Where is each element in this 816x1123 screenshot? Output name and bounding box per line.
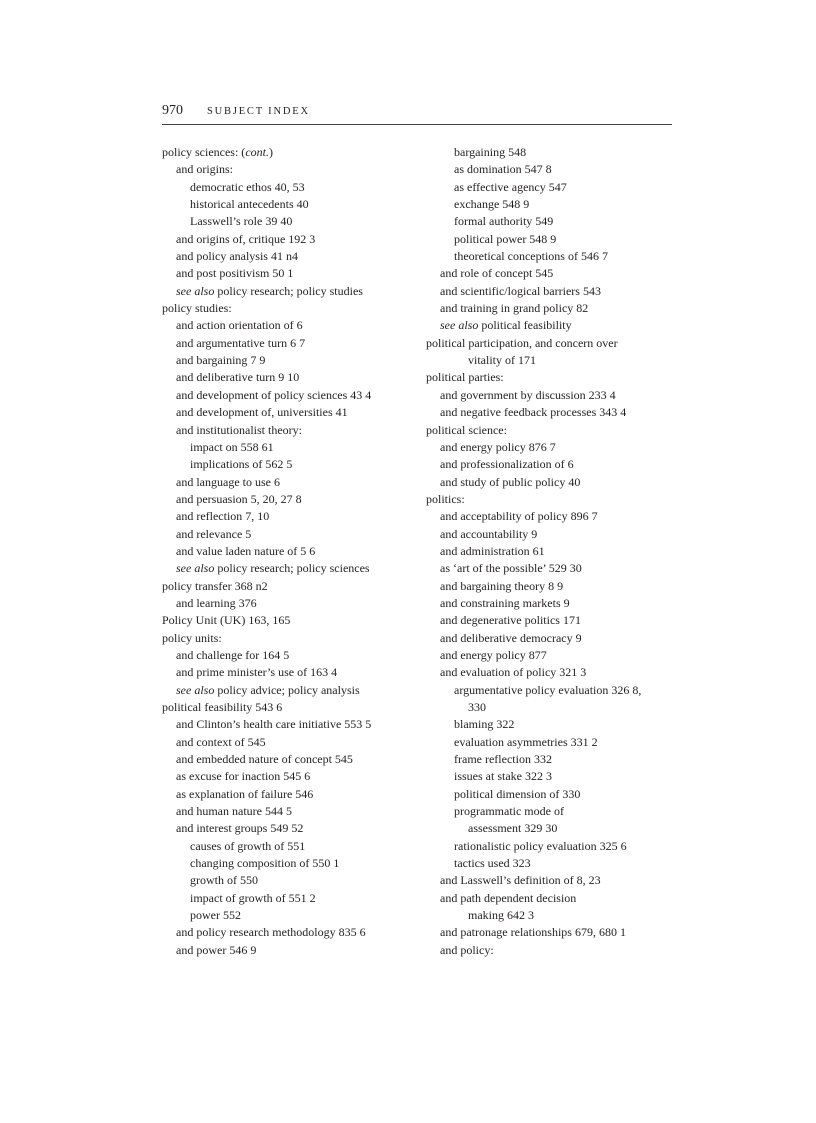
index-entry <box>162 196 417 213</box>
index-entry-text: power 552 <box>190 908 241 923</box>
index-entry <box>162 924 417 941</box>
index-entry-text: policy research; policy sciences <box>214 561 370 576</box>
index-entry-text: theoretical conceptions of 546 7 <box>454 249 608 264</box>
index-entry <box>162 907 417 924</box>
index-entry-text: and development of, universities 41 <box>176 405 348 420</box>
index-entry <box>162 612 417 629</box>
index-entry <box>162 422 417 439</box>
index-entry-text: and power 546 9 <box>176 942 257 957</box>
index-entry <box>162 560 417 577</box>
page-number: 970 <box>162 103 183 118</box>
index-entry <box>162 283 417 300</box>
index-entry-text: issues at stake 322 3 <box>454 769 552 784</box>
index-entry-text: and negative feedback processes 343 4 <box>440 405 627 420</box>
index-entry <box>162 716 417 733</box>
index-entry <box>426 300 676 317</box>
index-entry <box>162 630 417 647</box>
index-entry <box>162 647 417 664</box>
index-entry-text: and post positivism 50 1 <box>176 266 294 281</box>
index-entry <box>162 179 417 196</box>
index-entry-text: and language to use 6 <box>176 474 280 489</box>
index-entry <box>426 491 676 508</box>
index-entry <box>162 751 417 768</box>
index-entry <box>162 231 417 248</box>
index-entry-text: formal authority 549 <box>454 214 554 229</box>
index-entry <box>162 248 417 265</box>
page-header <box>162 102 672 125</box>
index-entry <box>162 335 417 352</box>
see-also-label: see also <box>176 283 215 298</box>
index-entry-text: politics: <box>426 491 465 506</box>
index-entry-text: political feasibility 543 6 <box>162 700 283 714</box>
index-entry-text: and government by discussion 233 4 <box>440 387 616 402</box>
index-entry <box>426 474 676 491</box>
index-entry <box>426 369 676 386</box>
index-entry-text: and prime minister’s use of 163 4 <box>176 665 338 680</box>
index-entry <box>426 352 676 369</box>
index-entry-text: vitality of 171 <box>468 353 536 368</box>
index-entry-text: and policy research methodology 835 6 <box>176 925 366 940</box>
index-entry-text: and acceptability of policy 896 7 <box>440 509 598 524</box>
index-entry-text: as excuse for inaction 545 6 <box>176 769 311 784</box>
index-entry <box>426 335 676 352</box>
index-entry <box>162 872 417 889</box>
index-entry <box>426 265 676 282</box>
index-entry-text: rationalistic policy evaluation 325 6 <box>454 838 627 853</box>
index-entry-text: policy units: <box>162 630 222 645</box>
index-entry <box>426 560 676 577</box>
index-entry-text: and patronage relationships 679, 680 1 <box>440 925 626 940</box>
index-entry-text: and interest groups 549 52 <box>176 821 304 836</box>
index-entry-text: and policy: <box>440 942 494 957</box>
index-entry <box>426 820 676 837</box>
index-entry <box>426 248 676 265</box>
index-entry-text: tactics used 323 <box>454 856 531 871</box>
index-entry-text: Lasswell’s role 39 40 <box>190 214 293 229</box>
index-entry-text: programmatic mode of <box>454 804 564 819</box>
index-entry <box>162 491 417 508</box>
index-entry-text: and embedded nature of concept 545 <box>176 752 353 767</box>
index-entry-text: and Clinton’s health care initiative 553 5 <box>176 717 372 732</box>
index-entry-text: political participation, and concern over <box>426 335 618 350</box>
index-entry <box>162 942 417 959</box>
running-head: SUBJECT INDEX <box>207 106 310 117</box>
index-entry <box>426 508 676 525</box>
index-entry <box>426 578 676 595</box>
index-entry <box>162 508 417 525</box>
index-entry <box>426 907 676 924</box>
index-entry <box>162 404 417 421</box>
index-column-right <box>426 144 676 959</box>
index-entry <box>426 179 676 196</box>
index-entry <box>426 422 676 439</box>
index-entry-text: as domination 547 8 <box>454 162 552 177</box>
index-entry <box>426 196 676 213</box>
index-entry <box>162 265 417 282</box>
index-entry-text: policy transfer 368 n2 <box>162 578 268 593</box>
index-entry-text: and energy policy 877 <box>440 647 547 662</box>
index-entry-text: political feasibility <box>478 318 572 333</box>
index-entry <box>162 803 417 820</box>
index-entry <box>426 751 676 768</box>
index-entry <box>426 664 676 681</box>
index-entry-text: evaluation asymmetries 331 2 <box>454 734 598 749</box>
index-entry <box>426 283 676 300</box>
index-entry <box>162 369 417 386</box>
index-entry-text: political dimension of 330 <box>454 786 581 801</box>
index-entry-text: and Lasswell’s definition of 8, 23 <box>440 873 601 888</box>
index-entry-text: and professionalization of 6 <box>440 457 574 472</box>
index-entry-text: impact of growth of 551 2 <box>190 890 316 905</box>
index-entry <box>426 161 676 178</box>
index-entry <box>426 543 676 560</box>
index-entry-text: impact on 558 61 <box>190 439 274 454</box>
index-entry-text: as effective agency 547 <box>454 179 567 194</box>
index-entry-text: and human nature 544 5 <box>176 804 292 819</box>
index-entry <box>162 317 417 334</box>
index-entry-text: and constraining markets 9 <box>440 595 570 610</box>
index-entry-text: and development of policy sciences 43 4 <box>176 387 372 402</box>
index-entry-text: and deliberative democracy 9 <box>440 630 582 645</box>
index-entry <box>426 838 676 855</box>
index-entry-text: policy advice; policy analysis <box>214 682 360 697</box>
index-entry <box>426 647 676 664</box>
index-entry <box>426 231 676 248</box>
index-entry-text: policy studies: <box>162 301 232 316</box>
see-also-label: see also <box>176 682 215 697</box>
index-entry-text: and bargaining 7 9 <box>176 353 266 368</box>
index-entry-text: and value laden nature of 5 6 <box>176 543 316 558</box>
index-entry-text: historical antecedents 40 <box>190 197 309 212</box>
index-entry <box>162 734 417 751</box>
index-entry <box>162 213 417 230</box>
index-entry-text: policy sciences: (cont.) <box>162 145 273 159</box>
index-entry <box>426 855 676 872</box>
index-entry <box>426 716 676 733</box>
index-entry <box>426 786 676 803</box>
index-entry <box>426 387 676 404</box>
index-entry <box>162 664 417 681</box>
index-entry-text: as ‘art of the possible’ 529 30 <box>440 561 582 576</box>
index-entry <box>162 300 417 317</box>
index-entry-text: 330 <box>468 700 486 714</box>
index-entry-text: and scientific/logical barriers 543 <box>440 283 601 298</box>
index-entry-text: assessment 329 30 <box>468 821 558 836</box>
index-entry-text: and role of concept 545 <box>440 266 554 281</box>
see-also-label: see also <box>176 561 215 576</box>
index-entry <box>426 890 676 907</box>
index-entry <box>162 838 417 855</box>
index-entry-text: and accountability 9 <box>440 526 538 541</box>
index-entry <box>162 543 417 560</box>
index-entry-text: policy research; policy studies <box>214 283 363 298</box>
index-entry <box>426 404 676 421</box>
index-entry-text: changing composition of 550 1 <box>190 856 340 871</box>
index-entry <box>162 526 417 543</box>
index-entry <box>426 439 676 456</box>
index-entry-text: frame reflection 332 <box>454 752 552 767</box>
index-entry-text: and study of public policy 40 <box>440 474 581 489</box>
index-entry-text: as explanation of failure 546 <box>176 786 314 801</box>
index-entry-text: and challenge for 164 5 <box>176 647 290 662</box>
see-also-label: see also <box>440 318 479 333</box>
index-entry <box>162 786 417 803</box>
index-entry <box>162 699 417 716</box>
index-entry <box>162 161 417 178</box>
index-entry-text: growth of 550 <box>190 873 258 888</box>
index-entry-text: and learning 376 <box>176 595 257 610</box>
index-entry <box>162 578 417 595</box>
index-entry <box>426 456 676 473</box>
index-entry-text: implications of 562 5 <box>190 457 293 472</box>
index-entry-text: democratic ethos 40, 53 <box>190 179 305 194</box>
index-entry <box>426 630 676 647</box>
index-entry-text: bargaining 548 <box>454 145 527 159</box>
index-entry-text: argumentative policy evaluation 326 8, <box>454 682 642 697</box>
index-entry-text: exchange 548 9 <box>454 197 530 212</box>
index-entry-text: blaming 322 <box>454 717 515 732</box>
index-entry <box>162 456 417 473</box>
index-entry <box>162 144 417 161</box>
index-entry-text: and persuasion 5, 20, 27 8 <box>176 491 302 506</box>
index-entry-text: and energy policy 876 7 <box>440 439 556 454</box>
index-entry <box>162 768 417 785</box>
index-entry-text: political power 548 9 <box>454 231 557 246</box>
index-entry <box>426 768 676 785</box>
index-entry-text: and administration 61 <box>440 543 545 558</box>
index-entry <box>162 855 417 872</box>
index-entry-text: political parties: <box>426 370 504 385</box>
index-entry-text: and relevance 5 <box>176 526 252 541</box>
index-entry <box>162 682 417 699</box>
index-entry <box>162 595 417 612</box>
index-entry <box>162 352 417 369</box>
index-entry <box>426 144 676 161</box>
index-entry <box>162 474 417 491</box>
index-entry-text: Policy Unit (UK) 163, 165 <box>162 613 291 628</box>
index-entry <box>426 803 676 820</box>
index-entry-text: political science: <box>426 422 507 437</box>
index-column-left <box>162 144 417 959</box>
index-entry-text: and evaluation of policy 321 3 <box>440 665 587 680</box>
index-entry-text: and context of 545 <box>176 734 266 749</box>
index-entry <box>426 872 676 889</box>
index-entry <box>426 699 676 716</box>
index-entry <box>426 317 676 334</box>
index-entry <box>162 820 417 837</box>
index-entry <box>426 924 676 941</box>
index-entry <box>162 387 417 404</box>
index-entry <box>426 734 676 751</box>
index-entry-text: and institutionalist theory: <box>176 422 302 437</box>
index-entry-text: and bargaining theory 8 9 <box>440 578 564 593</box>
index-entry-text: and argumentative turn 6 7 <box>176 335 306 350</box>
index-entry <box>426 595 676 612</box>
index-entry <box>426 213 676 230</box>
index-entry <box>426 942 676 959</box>
index-entry <box>426 526 676 543</box>
index-entry <box>162 890 417 907</box>
index-entry-text: and deliberative turn 9 10 <box>176 370 300 385</box>
index-entry-text: and action orientation of 6 <box>176 318 303 333</box>
index-entry-text: and degenerative politics 171 <box>440 613 581 628</box>
index-entry <box>426 682 676 699</box>
index-entry-text: and policy analysis 41 n4 <box>176 249 298 264</box>
index-entry-text: and origins of, critique 192 3 <box>176 231 316 246</box>
index-entry-text: making 642 3 <box>468 908 534 923</box>
index-entry <box>426 612 676 629</box>
index-entry <box>162 439 417 456</box>
index-entry-text: and training in grand policy 82 <box>440 301 589 316</box>
index-entry-text: and path dependent decision <box>440 890 577 905</box>
index-entry-text: causes of growth of 551 <box>190 838 306 853</box>
index-entry-text: and reflection 7, 10 <box>176 509 270 524</box>
index-entry-text: and origins: <box>176 162 233 177</box>
